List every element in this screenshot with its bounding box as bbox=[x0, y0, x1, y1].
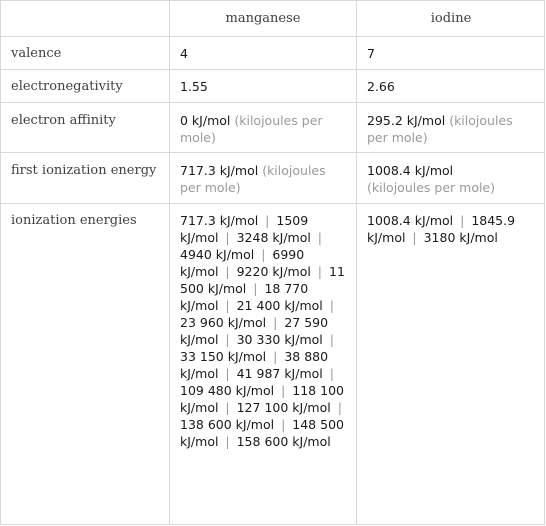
ionization-energy-value: 118 100 kJ/mol bbox=[180, 383, 344, 415]
ionization-energy-value: 148 500 kJ/mol bbox=[180, 417, 344, 449]
separator: | bbox=[221, 400, 234, 415]
iodine-ionization-energies bbox=[356, 204, 545, 525]
separator: | bbox=[325, 332, 334, 347]
ionization-energy-value: 33 150 kJ/mol bbox=[180, 349, 267, 364]
separator: | bbox=[313, 230, 323, 245]
separator: | bbox=[221, 264, 234, 279]
ionization-energy-value: 1845.9 kJ/mol bbox=[367, 213, 516, 245]
header-empty-cell bbox=[1, 1, 169, 36]
ionization-energy-value: 3248 kJ/mol bbox=[236, 230, 311, 245]
separator: | bbox=[325, 298, 334, 313]
unit-note: (kilojoules per mole) bbox=[367, 113, 513, 145]
separator: | bbox=[221, 298, 234, 313]
table-header-row bbox=[1, 1, 544, 37]
separator: | bbox=[269, 349, 282, 364]
value-text: 0 kJ/mol bbox=[180, 113, 231, 128]
table-row bbox=[1, 204, 544, 525]
ionization-energy-value: 3180 kJ/mol bbox=[423, 230, 498, 245]
unit-note: (kilojoules per mole) bbox=[180, 163, 326, 195]
manganese-electron-affinity bbox=[169, 103, 356, 152]
ionization-energy-value: 4940 kJ/mol bbox=[180, 247, 255, 262]
unit-note: (kilojoules per mole) bbox=[367, 180, 496, 195]
manganese-ionization-energies bbox=[169, 204, 356, 525]
separator: | bbox=[221, 434, 234, 449]
ionization-energy-value: 1008.4 kJ/mol bbox=[367, 213, 454, 228]
table-row bbox=[1, 37, 544, 70]
separator: | bbox=[313, 264, 326, 279]
header-manganese: manganese bbox=[169, 1, 356, 36]
ionization-energy-value: 23 960 kJ/mol bbox=[180, 315, 267, 330]
separator: | bbox=[269, 315, 282, 330]
ionization-energy-value: 138 600 kJ/mol bbox=[180, 417, 275, 432]
manganese-valence: 4 bbox=[169, 37, 356, 69]
manganese-first-ionization-energy bbox=[169, 153, 356, 203]
ionization-energy-value: 41 987 kJ/mol bbox=[236, 366, 323, 381]
separator: | bbox=[325, 366, 334, 381]
iodine-first-ionization-energy bbox=[356, 153, 545, 203]
separator: | bbox=[277, 417, 290, 432]
separator: | bbox=[456, 213, 469, 228]
ionization-energy-value: 127 100 kJ/mol bbox=[236, 400, 331, 415]
separator: | bbox=[261, 213, 274, 228]
ionization-energy-value: 21 400 kJ/mol bbox=[236, 298, 323, 313]
row-label-valence: valence bbox=[11, 46, 62, 61]
row-label-electronegativity: electronegativity bbox=[11, 79, 123, 94]
table-row bbox=[1, 153, 544, 204]
table-row bbox=[1, 70, 544, 103]
ionization-energy-value: 109 480 kJ/mol bbox=[180, 383, 275, 398]
manganese-electronegativity: 1.55 bbox=[169, 70, 356, 102]
ionization-energy-value: 27 590 kJ/mol bbox=[180, 315, 329, 347]
value-text: 717.3 kJ/mol bbox=[180, 163, 259, 178]
ionization-energy-value: 11 500 kJ/mol bbox=[180, 264, 345, 296]
ionization-energy-value: 38 880 kJ/mol bbox=[180, 349, 329, 381]
ionization-energy-value: 717.3 kJ/mol bbox=[180, 213, 259, 228]
table-row bbox=[1, 103, 544, 153]
header-iodine: iodine bbox=[356, 1, 545, 36]
iodine-electronegativity: 2.66 bbox=[356, 70, 545, 102]
row-label-ionization-energies: ionization energies bbox=[11, 213, 137, 228]
value-text: 295.2 kJ/mol bbox=[367, 113, 446, 128]
ionization-energy-value: 6990 kJ/mol bbox=[180, 247, 305, 279]
row-label-electron-affinity: electron affinity bbox=[11, 113, 116, 128]
separator: | bbox=[221, 366, 234, 381]
separator: | bbox=[277, 383, 290, 398]
unit-note: (kilojoules per mole) bbox=[180, 113, 323, 145]
ionization-energy-value: 9220 kJ/mol bbox=[236, 264, 311, 279]
iodine-valence: 7 bbox=[356, 37, 545, 69]
separator: | bbox=[333, 400, 342, 415]
ionization-energy-value: 1509 kJ/mol bbox=[180, 213, 309, 245]
ionization-energy-value: 158 600 kJ/mol bbox=[236, 434, 331, 449]
separator: | bbox=[221, 332, 234, 347]
iodine-electron-affinity bbox=[356, 103, 545, 152]
value-text: 1008.4 kJ/mol bbox=[367, 163, 454, 178]
separator: | bbox=[257, 247, 270, 262]
row-label-first-ionization-energy: first ionization energy bbox=[11, 163, 157, 178]
separator: | bbox=[408, 230, 421, 245]
ionization-energy-value: 30 330 kJ/mol bbox=[236, 332, 323, 347]
ionization-energy-value: 18 770 kJ/mol bbox=[180, 281, 309, 313]
separator: | bbox=[221, 230, 234, 245]
separator: | bbox=[249, 281, 262, 296]
